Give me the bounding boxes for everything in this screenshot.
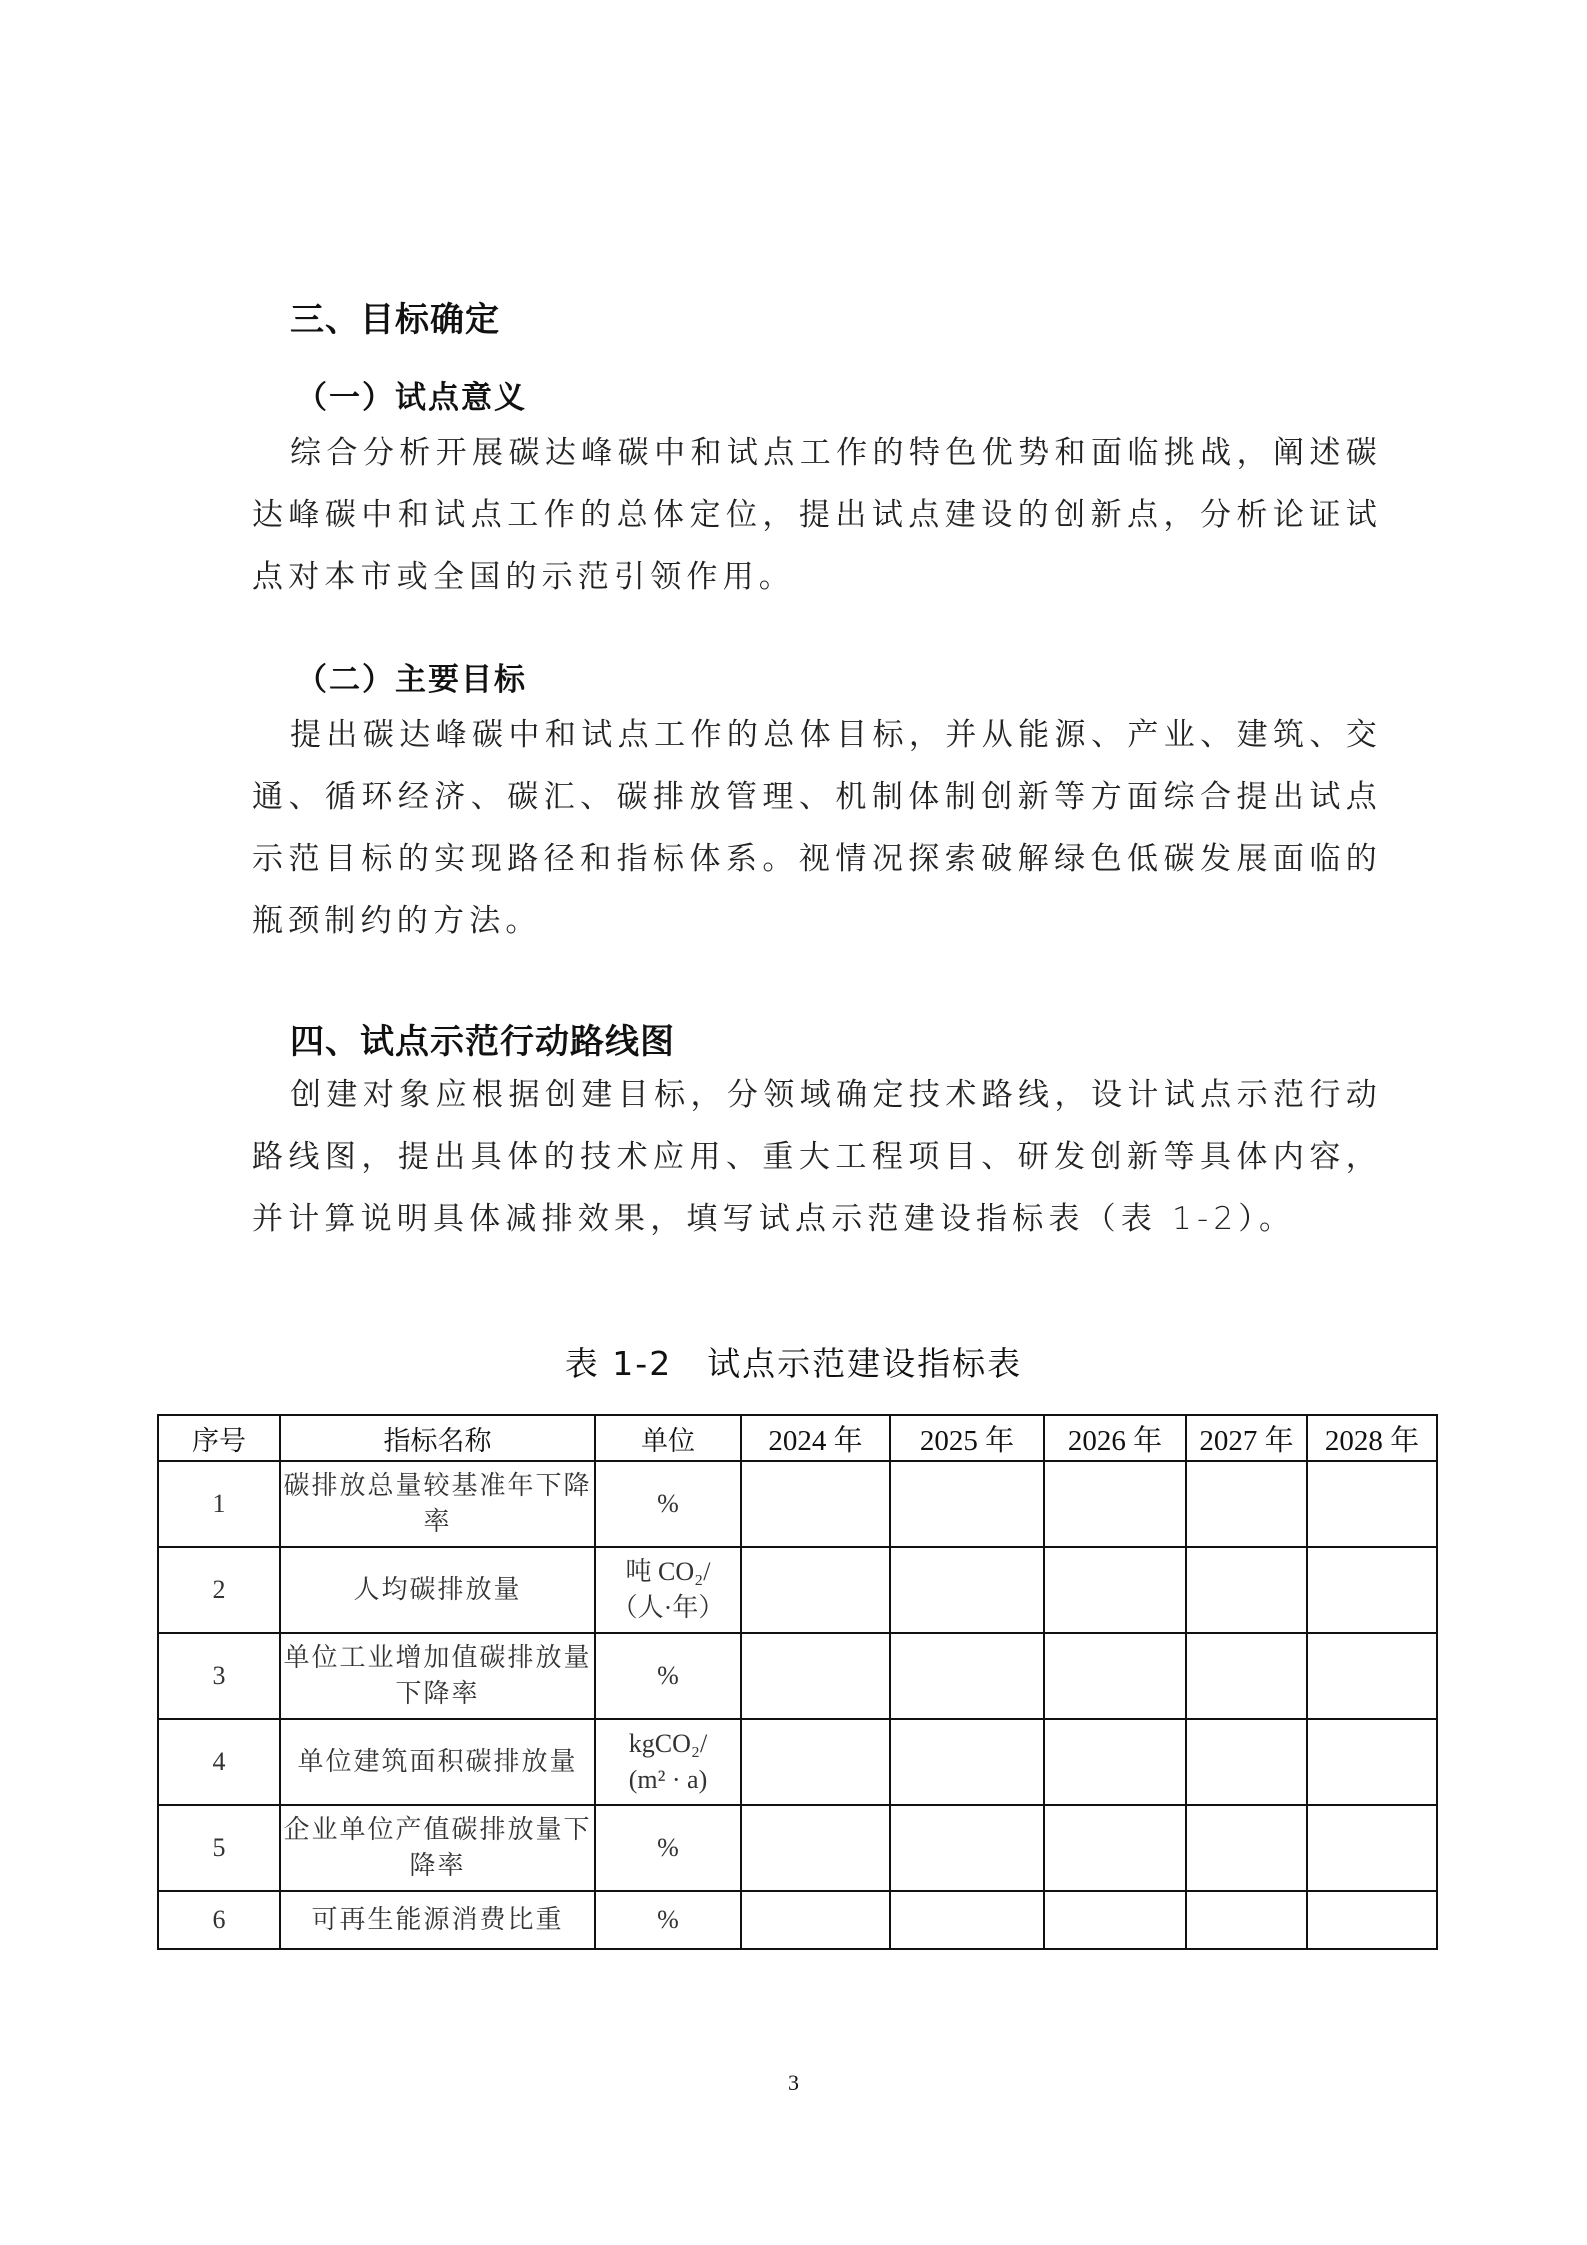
section-3-heading: 三、目标确定 [290,300,500,340]
value-cell[interactable] [1044,1891,1186,1949]
row-indicator-name: 单位建筑面积碳排放量 [280,1719,595,1805]
row-unit [595,1719,741,1805]
table-row [158,1547,1437,1633]
subsection-2-heading: （二）主要目标 [296,662,527,698]
table-row [158,1805,1437,1891]
row-indicator-name: 人均碳排放量 [280,1547,595,1633]
subsection-1-paragraph: 综合分析开展碳达峰碳中和试点工作的特色优势和面临挑战，阐述碳达峰碳中和试点工作的总体定位，提出试点建设的创新点，分析论证试点对本市或全国的示范引领作用。 [252,435,1382,595]
value-cell[interactable] [1186,1547,1307,1633]
value-cell[interactable] [1044,1547,1186,1633]
row-index: 1 [158,1461,280,1547]
value-cell[interactable] [1044,1805,1186,1891]
header-year-2028: 2028 年 [1307,1415,1437,1461]
subsection-2-paragraph: 提出碳达峰碳中和试点工作的总体目标，并从能源、产业、建筑、交通、循环经济、碳汇、碳排放管理、机制体制创新等方面综合提出试点示范目标的实现路径和指标体系。视情况探索破解绿色低碳发展面临的瓶颈制约的方法。 [252,717,1382,939]
row-indicator-name: 可再生能源消费比重 [280,1891,595,1949]
header-unit: 单位 [595,1415,741,1461]
value-cell[interactable] [890,1891,1044,1949]
unit-main: % [657,1833,679,1862]
value-cell[interactable] [890,1719,1044,1805]
unit-main: kgCO₂/ [628,1729,708,1758]
row-index: 6 [158,1891,280,1949]
row-index: 2 [158,1547,280,1633]
unit-sub: (m² · a) [628,1765,708,1794]
row-index: 5 [158,1805,280,1891]
row-indicator-name: 单位工业增加值碳排放量下降率 [280,1633,595,1719]
value-cell[interactable] [741,1891,890,1949]
value-cell[interactable] [1186,1719,1307,1805]
value-cell[interactable] [741,1461,890,1547]
row-index: 4 [158,1719,280,1805]
header-index: 序号 [158,1415,280,1461]
value-cell[interactable] [890,1547,1044,1633]
value-cell[interactable] [1044,1633,1186,1719]
row-index: 3 [158,1633,280,1719]
value-cell[interactable] [890,1633,1044,1719]
value-cell[interactable] [741,1633,890,1719]
header-year-2024: 2024 年 [741,1415,890,1461]
table-header-row [158,1415,1437,1461]
value-cell[interactable] [741,1719,890,1805]
table-row [158,1461,1437,1547]
value-cell[interactable] [1186,1805,1307,1891]
value-cell[interactable] [1186,1891,1307,1949]
value-cell[interactable] [1307,1891,1437,1949]
value-cell[interactable] [1307,1633,1437,1719]
value-cell[interactable] [1307,1461,1437,1547]
table-row [158,1719,1437,1805]
value-cell[interactable] [741,1547,890,1633]
row-unit [595,1547,741,1633]
unit-main: % [657,1489,679,1518]
header-name: 指标名称 [280,1415,595,1461]
unit-sub: （人·年） [611,1593,725,1622]
header-year-2027: 2027 年 [1186,1415,1307,1461]
value-cell[interactable] [1186,1633,1307,1719]
row-unit [595,1805,741,1891]
section-4-paragraph: 创建对象应根据创建目标，分领域确定技术路线，设计试点示范行动路线图，提出具体的技术应用、重大工程项目、研发创新等具体内容，并计算说明具体减排效果，填写试点示范建设指标表（表 1-2）。 [252,1077,1382,1237]
table-row [158,1891,1437,1949]
section-4-heading: 四、试点示范行动路线图 [290,1022,675,1062]
subsection-1-heading: （一）试点意义 [296,380,527,416]
value-cell[interactable] [741,1805,890,1891]
row-indicator-name: 碳排放总量较基准年下降率 [280,1461,595,1547]
header-year-2025: 2025 年 [890,1415,1044,1461]
value-cell[interactable] [890,1805,1044,1891]
row-indicator-name: 企业单位产值碳排放量下降率 [280,1805,595,1891]
table-caption: 表 1-2 试点示范建设指标表 [564,1344,1023,1383]
value-cell[interactable] [1307,1719,1437,1805]
unit-main: % [657,1661,679,1690]
page-number: 3 [788,2070,799,2095]
unit-main: 吨 CO₂/ [625,1557,711,1586]
indicator-table [157,1414,1438,1950]
value-cell[interactable] [1307,1547,1437,1633]
value-cell[interactable] [1044,1461,1186,1547]
row-unit [595,1461,741,1547]
value-cell[interactable] [1044,1719,1186,1805]
unit-main: % [657,1905,679,1934]
value-cell[interactable] [1307,1805,1437,1891]
header-year-2026: 2026 年 [1044,1415,1186,1461]
value-cell[interactable] [890,1461,1044,1547]
value-cell[interactable] [1186,1461,1307,1547]
row-unit [595,1633,741,1719]
row-unit [595,1891,741,1949]
table-row [158,1633,1437,1719]
